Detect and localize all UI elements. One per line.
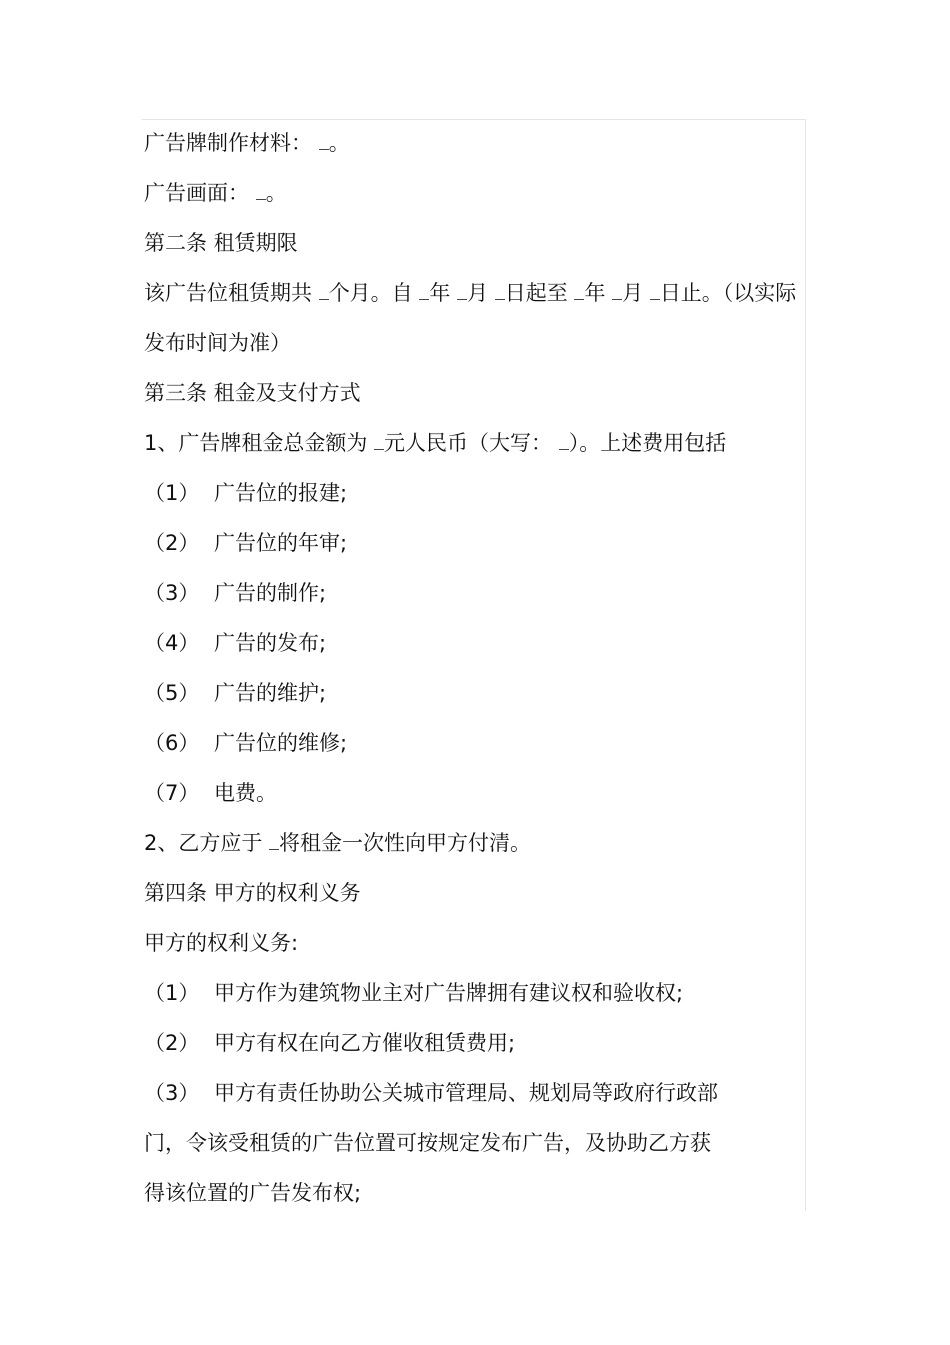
blank-field xyxy=(319,133,329,150)
party-a-rights-heading: 甲方的权利义务: xyxy=(144,931,299,955)
article-3-heading: 第三条 租金及支付方式 xyxy=(144,381,361,405)
blank-field xyxy=(256,183,266,200)
list-item: （5） 广告的维护; xyxy=(144,681,327,705)
picture-line: 广告画面： 。 xyxy=(144,181,287,205)
list-item: （3） 广告的制作; xyxy=(144,581,327,605)
list-item: （2） 广告位的年审; xyxy=(144,531,348,555)
list-item: （1） 广告位的报建; xyxy=(144,481,348,505)
lease-period-line: 该广告位租赁期共 个月。自 年 月 日起至 年 月 日止。（以实际 xyxy=(144,281,797,305)
list-item: （2） 甲方有权在向乙方催收租赁费用; xyxy=(144,1031,516,1055)
continuation-line: 门，令该受租赁的广告位置可按规定发布广告，及协助乙方获 xyxy=(144,1131,711,1155)
list-item: （6） 广告位的维修; xyxy=(144,731,348,755)
lease-period-line-2: 发布时间为准） xyxy=(144,331,291,355)
continuation-line: 得该位置的广告发布权; xyxy=(144,1181,362,1205)
list-item: （4） 广告的发布; xyxy=(144,631,327,655)
list-item: （1） 甲方作为建筑物业主对广告牌拥有建议权和验收权; xyxy=(144,981,684,1005)
list-item: （7） 电费。 xyxy=(144,781,277,805)
article-2-heading: 第二条 租赁期限 xyxy=(144,231,298,255)
list-item: （3） 甲方有责任协助公关城市管理局、规划局等政府行政部 xyxy=(144,1081,718,1105)
rent-amount-line: 1、广告牌租金总金额为 元人民币（大写： ）。上述费用包括 xyxy=(144,431,727,455)
material-line: 广告牌制作材料： 。 xyxy=(144,131,350,155)
article-4-heading: 第四条 甲方的权利义务 xyxy=(144,881,361,905)
payment-line: 2、乙方应于 将租金一次性向甲方付清。 xyxy=(144,831,532,855)
